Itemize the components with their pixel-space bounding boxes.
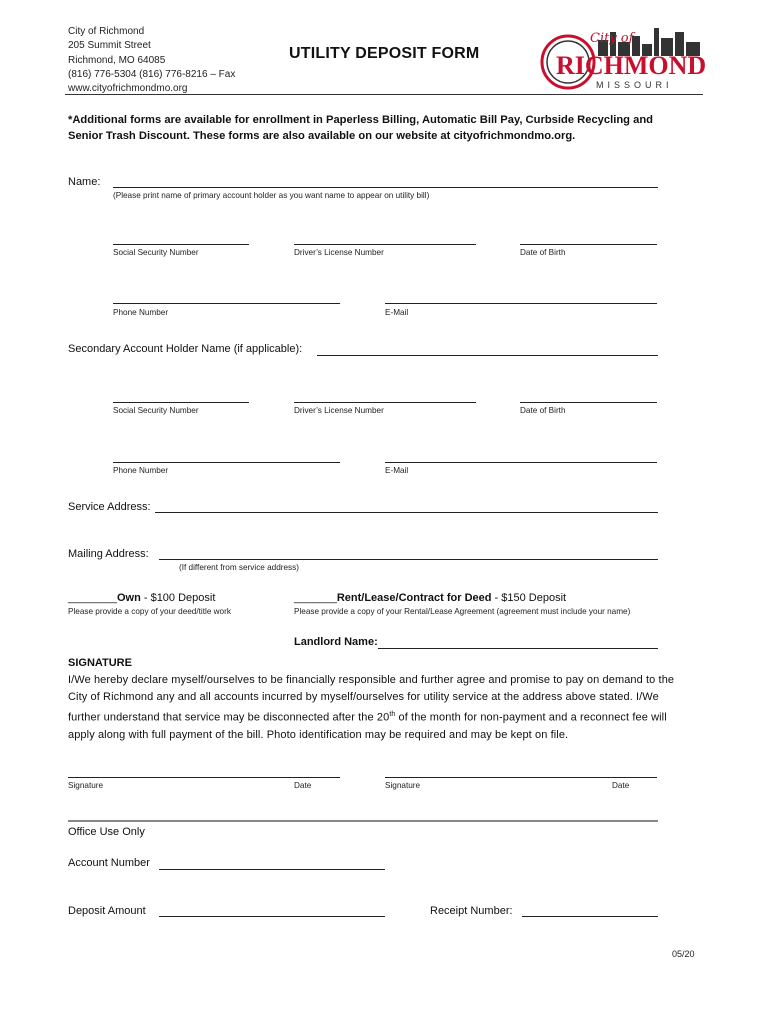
signature-1-label: Signature xyxy=(68,781,104,790)
primary-phone-label: Phone Number xyxy=(113,308,169,317)
rent-option[interactable] xyxy=(294,592,566,604)
own-label: Own xyxy=(116,592,141,604)
landlord-label: Landlord Name: xyxy=(294,636,378,648)
own-amount: - $100 Deposit xyxy=(140,592,216,604)
account-number-field[interactable] xyxy=(159,869,385,870)
street-address: 205 Summit Street xyxy=(68,40,151,52)
signature-2-label: Signature xyxy=(385,781,421,790)
signature-1-field[interactable] xyxy=(68,777,340,778)
statement-part-2: of the month for non-payment and a reconnect fee will apply along with full payment of the bill. Photo identification may be required and may be kept on file. xyxy=(68,711,667,741)
city-address-block xyxy=(68,25,235,96)
logo-state: MISSOURI xyxy=(596,80,673,90)
header-rule xyxy=(65,94,703,95)
notice-text: *Additional forms are available for enrollment in Paperless Billing, Automatic Bill Pay, Curbside Recycling and Senior Trash Discount. These forms are also available on our website at cityofrichmondmo.org. xyxy=(68,114,653,142)
primary-phone-field[interactable] xyxy=(113,303,340,304)
secondary-phone-field[interactable] xyxy=(113,462,340,463)
primary-dl-field[interactable] xyxy=(294,244,476,245)
secondary-dob-field[interactable] xyxy=(520,402,657,403)
secondary-ssn-label: Social Security Number xyxy=(113,406,199,415)
mailing-address-label: Mailing Address: xyxy=(68,548,149,560)
office-use-heading: Office Use Only xyxy=(68,826,145,838)
deposit-amount-field[interactable] xyxy=(159,916,385,917)
website: www.cityofrichmondmo.org xyxy=(68,83,188,95)
own-note: Please provide a copy of your deed/title work xyxy=(68,607,231,616)
landlord-field[interactable] xyxy=(378,648,658,649)
primary-email-field[interactable] xyxy=(385,303,657,304)
signature-2-field[interactable] xyxy=(385,777,657,778)
secondary-email-field[interactable] xyxy=(385,462,657,463)
secondary-phone-label: Phone Number xyxy=(113,466,169,475)
signature-heading: SIGNATURE xyxy=(68,657,132,669)
form-version: 05/20 xyxy=(672,949,695,959)
mailing-address-hint: (If different from service address) xyxy=(179,563,299,572)
name-field[interactable] xyxy=(113,187,658,188)
richmond-logo xyxy=(538,22,706,94)
date-1-label: Date xyxy=(294,781,312,790)
primary-dob-field[interactable] xyxy=(520,244,657,245)
rent-blank: _______ xyxy=(294,592,337,604)
rent-note: Please provide a copy of your Rental/Lease Agreement (agreement must include your name) xyxy=(294,607,631,616)
own-option[interactable] xyxy=(68,592,215,604)
statement-sup: th xyxy=(389,711,396,718)
service-address-label: Service Address: xyxy=(68,501,151,513)
secondary-dob-label: Date of Birth xyxy=(520,406,566,415)
date-2-label: Date xyxy=(612,781,630,790)
form-title: UTILITY DEPOSIT FORM xyxy=(289,45,480,62)
primary-email-label: E-Mail xyxy=(385,308,409,317)
secondary-name-field[interactable] xyxy=(317,355,658,356)
deposit-amount-label: Deposit Amount xyxy=(68,905,146,917)
receipt-number-field[interactable] xyxy=(522,916,658,917)
city-state-zip: Richmond, MO 64085 xyxy=(68,54,166,66)
account-number-label: Account Number xyxy=(68,857,150,869)
name-hint: (Please print name of primary account holder as you want name to appear on utility bill) xyxy=(113,191,430,200)
primary-dob-label: Date of Birth xyxy=(520,248,566,257)
office-divider xyxy=(68,820,658,822)
name-label: Name: xyxy=(68,176,101,188)
secondary-email-label: E-Mail xyxy=(385,466,409,475)
signature-statement xyxy=(68,672,680,744)
own-blank: ________ xyxy=(68,592,117,604)
rent-amount: - $150 Deposit xyxy=(491,592,567,604)
secondary-ssn-field[interactable] xyxy=(113,402,249,403)
secondary-dl-label: Driver’s License Number xyxy=(294,406,384,415)
primary-dl-label: Driver’s License Number xyxy=(294,248,384,257)
logo-graphic xyxy=(538,22,706,94)
phone-fax: (816) 776-5304 (816) 776-8216 – Fax xyxy=(68,68,236,80)
logo-script: City of xyxy=(590,31,634,46)
mailing-address-field[interactable] xyxy=(159,559,658,560)
primary-ssn-field[interactable] xyxy=(113,244,249,245)
rent-label: Rent/Lease/Contract for Deed xyxy=(336,592,492,604)
city-name: City of Richmond xyxy=(68,26,145,37)
secondary-dl-field[interactable] xyxy=(294,402,476,403)
secondary-name-label: Secondary Account Holder Name (if applicable): xyxy=(68,343,303,355)
receipt-number-label: Receipt Number: xyxy=(430,905,513,917)
primary-ssn-label: Social Security Number xyxy=(113,248,199,257)
service-address-field[interactable] xyxy=(155,512,658,513)
logo-name: RICHMOND xyxy=(556,51,706,80)
statement-part-1: I/We hereby declare myself/ourselves to be financially responsible and further agree and promise to pay on demand to the City of Richmond any and all accounts incurred by myself/ourselves for utility service at the address above stated. I/We further understand that service may be disconnected after the 20 xyxy=(68,674,675,724)
